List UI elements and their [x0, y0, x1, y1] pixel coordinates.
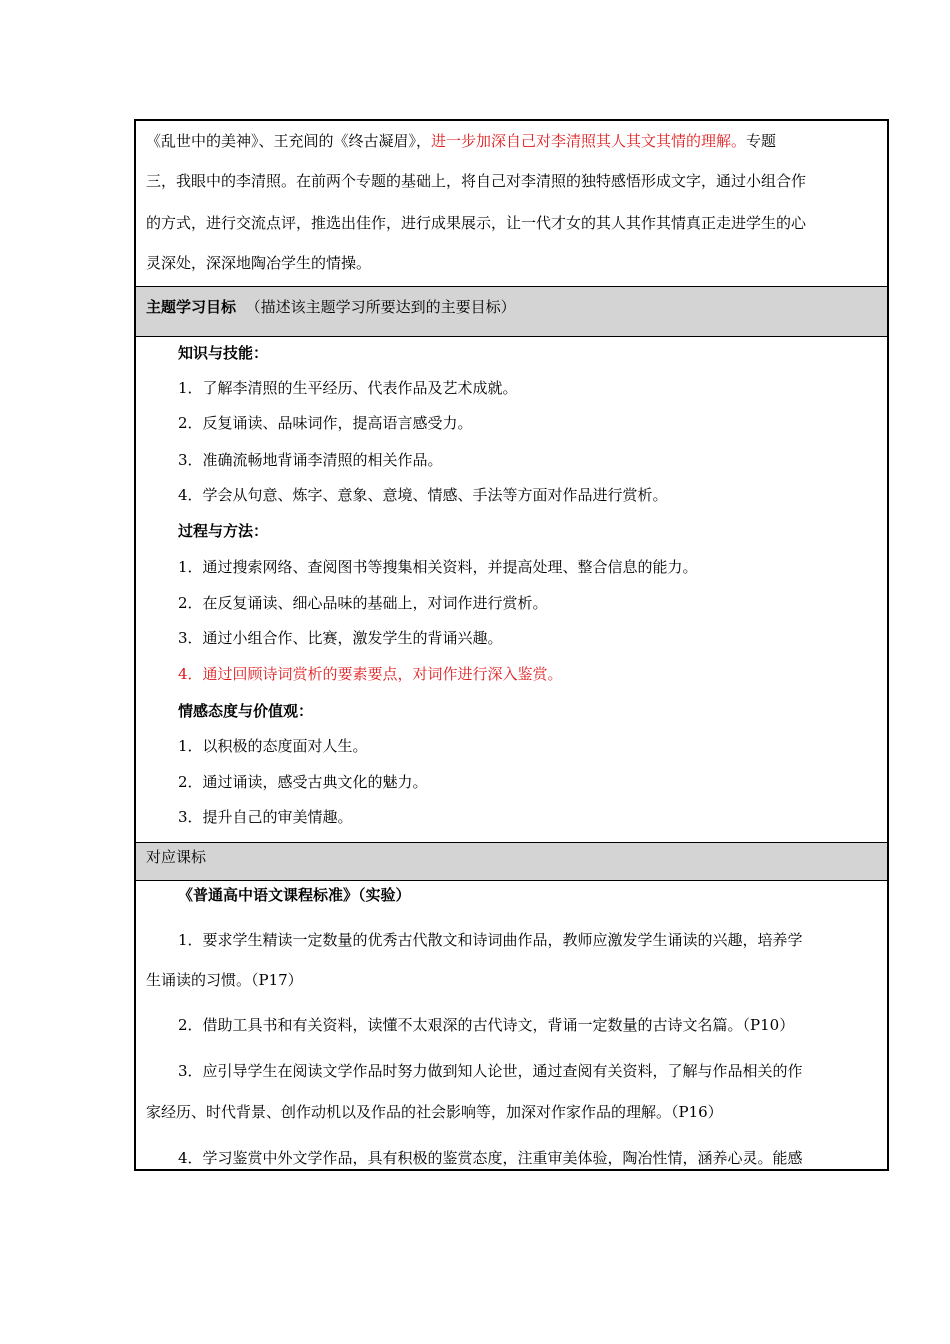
knowledge-item: 3．准确流畅地背诵李清照的相关作品。	[178, 451, 443, 469]
intro-highlight: 进一步加深自己对李清照其人其文其情的理解。	[431, 132, 747, 150]
emotion-title: 情感态度与价值观：	[178, 702, 314, 720]
emotion-item: 2．通过诵读，感受古典文化的魅力。	[178, 773, 428, 791]
goals-header-row	[136, 287, 887, 336]
row-divider	[136, 880, 887, 881]
intro-line-4: 灵深处，深深地陶冶学生的情操。	[146, 254, 372, 272]
knowledge-item: 2．反复诵读、品味词作，提高语言感受力。	[178, 414, 473, 432]
goals-header-desc: （描述该主题学习所要达到的主要目标）	[245, 298, 516, 316]
process-item-highlight: 4．通过回顾诗词赏析的要素要点，对词作进行深入鉴赏。	[178, 665, 563, 683]
emotion-item: 1．以积极的态度面对人生。	[178, 737, 368, 755]
process-item: 2．在反复诵读、细心品味的基础上，对词作进行赏析。	[178, 594, 548, 612]
intro-line-1	[146, 131, 776, 151]
intro-text: 专题	[746, 132, 777, 150]
standards-title: 《普通高中语文课程标准》（实验）	[178, 886, 411, 904]
standards-header-row	[136, 843, 887, 880]
intro-line-3: 的方式，进行交流点评，推选出佳作，进行成果展示，让一代才女的其人其作其情真正走进学生的心	[146, 214, 807, 232]
emotion-item: 3．提升自己的审美情趣。	[178, 808, 353, 826]
standard-line: 生诵读的习惯。（P17）	[146, 971, 303, 989]
knowledge-title: 知识与技能：	[178, 344, 269, 362]
process-item: 1．通过搜索网络、查阅图书等搜集相关资料，并提高处理、整合信息的能力。	[178, 558, 698, 576]
process-item: 3．通过小组合作、比赛，激发学生的背诵兴趣。	[178, 629, 503, 647]
standard-line: 3．应引导学生在阅读文学作品时努力做到知人论世，通过查阅有关资料，了解与作品相关的作	[178, 1062, 803, 1080]
intro-text: 《乱世中的美神》、王充闾的《终古凝眉》，	[146, 132, 432, 150]
lesson-plan-table	[134, 119, 889, 1171]
standards-header: 对应课标	[146, 848, 207, 866]
row-divider	[136, 336, 887, 337]
standard-line: 4．学习鉴赏中外文学作品，具有积极的鉴赏态度，注重审美体验，陶冶性情，涵养心灵。能感	[178, 1149, 803, 1167]
knowledge-item: 4．学会从句意、炼字、意象、意境、情感、手法等方面对作品进行赏析。	[178, 486, 668, 504]
standard-line: 1．要求学生精读一定数量的优秀古代散文和诗词曲作品，教师应激发学生诵读的兴趣，培养学	[178, 931, 803, 949]
intro-line-2: 三，我眼中的李清照。在前两个专题的基础上，将自己对李清照的独特感悟形成文字，通过小组合作	[146, 172, 807, 190]
standard-line: 家经历、时代背景、创作动机以及作品的社会影响等，加深对作家作品的理解。（P16）	[146, 1103, 723, 1121]
knowledge-item: 1．了解李清照的生平经历、代表作品及艺术成就。	[178, 379, 518, 397]
goals-header-title: 主题学习目标	[146, 298, 237, 316]
goals-header	[146, 297, 516, 317]
process-title: 过程与方法：	[178, 522, 269, 540]
standard-line: 2．借助工具书和有关资料，读懂不太艰深的古代诗文，背诵一定数量的古诗文名篇。（P10）	[178, 1016, 795, 1034]
